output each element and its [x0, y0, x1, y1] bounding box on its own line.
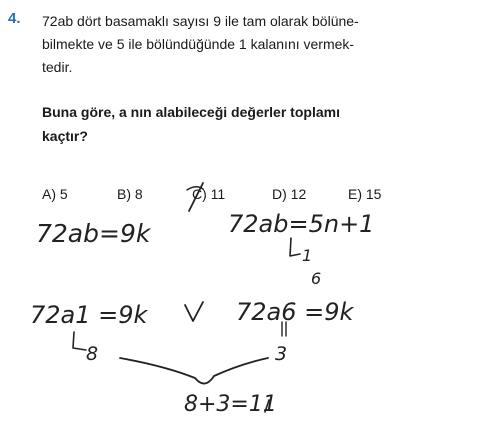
note-b-value-2: 6	[311, 269, 322, 288]
option-a[interactable]	[42, 186, 68, 202]
prompt-line-1: Buna göre, a nın alabileceği değerler toplamı	[42, 104, 340, 120]
note-eq-1: 72ab=9k	[36, 219, 151, 248]
option-a-letter: A)	[42, 186, 56, 202]
note-a-value-2: 3	[275, 343, 288, 365]
option-c-letter: C)	[192, 186, 207, 202]
note-a-value-1: 8	[86, 343, 99, 365]
arrow-b-values	[290, 238, 300, 256]
question-line-1: 72ab dört basamaklı sayısı 9 ile tam olarak bölüne-	[42, 13, 359, 29]
option-a-value: 5	[59, 186, 68, 202]
arrow-a-value-1	[73, 332, 86, 350]
sum-comma-mark	[265, 400, 269, 412]
option-c[interactable]	[192, 186, 225, 202]
option-d[interactable]	[272, 186, 306, 202]
option-e[interactable]	[348, 186, 381, 202]
note-sum: 8+3=11	[184, 392, 277, 417]
question-number: 4.	[8, 10, 21, 27]
note-eq-3: 72a1 =9k	[30, 301, 148, 329]
option-d-value: 12	[290, 186, 307, 202]
question-line-2: bilmekte ve 5 ile bölündüğünde 1 kalanını vermek-	[42, 36, 355, 52]
note-eq-4: 72a6 =9k	[236, 298, 354, 326]
option-b-letter: B)	[117, 186, 131, 202]
note-eq-2: 72ab=5n+1	[228, 210, 375, 238]
option-b[interactable]	[117, 186, 143, 202]
question-text	[42, 10, 492, 79]
option-b-value: 8	[134, 186, 143, 202]
check-mark-icon	[185, 302, 203, 321]
question-line-3: tedir.	[42, 59, 73, 75]
note-b-value-1: 1	[302, 246, 313, 265]
option-e-value: 15	[365, 186, 382, 202]
option-c-value: 11	[210, 186, 226, 202]
brace-sum	[120, 358, 268, 384]
option-d-letter: D)	[272, 186, 287, 202]
question-prompt	[42, 100, 492, 148]
prompt-line-2: kaçtır?	[42, 128, 88, 144]
option-e-letter: E)	[348, 186, 362, 202]
